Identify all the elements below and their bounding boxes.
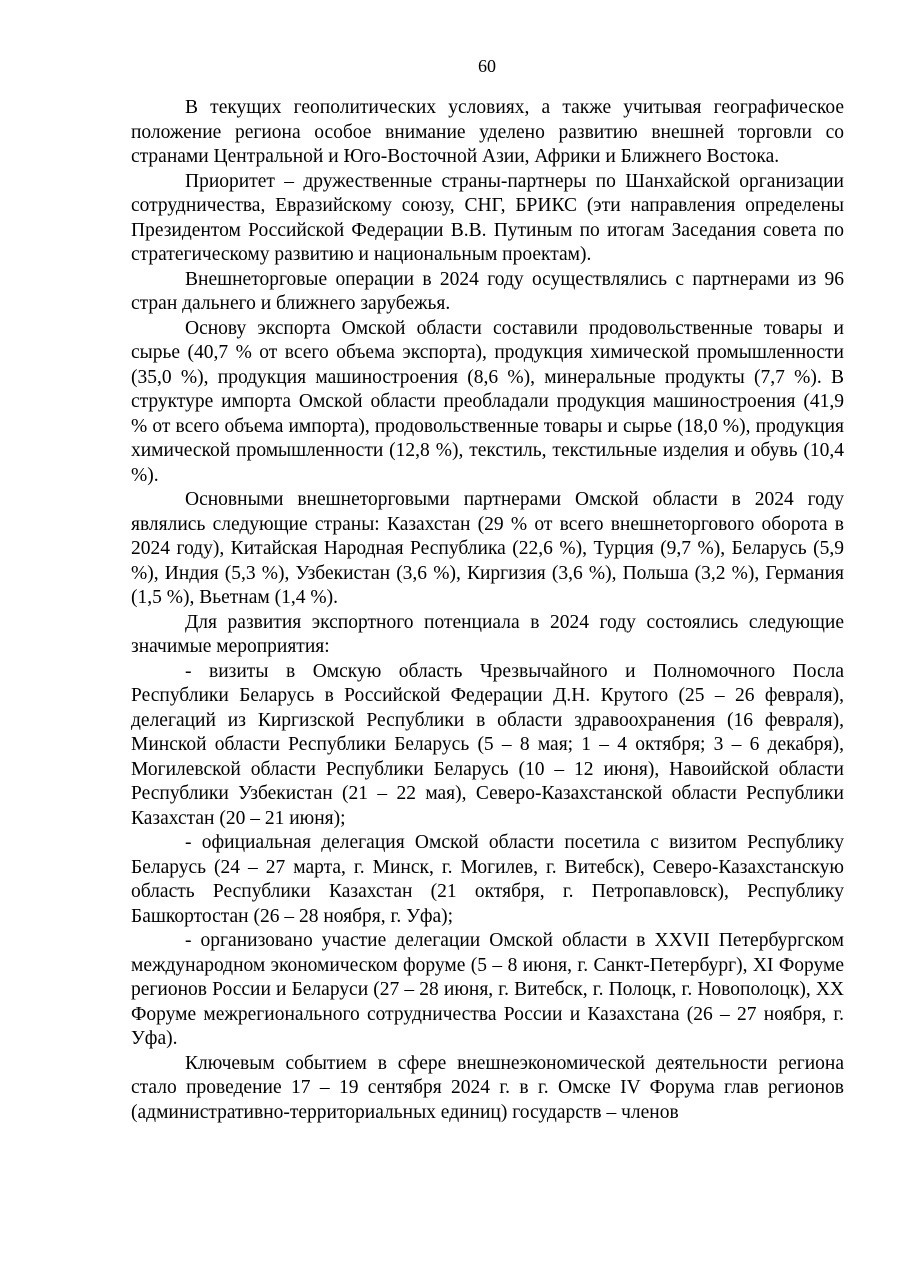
paragraph-main-trade-partners: Основными внешнеторговыми партнерами Омской области в 2024 году являлись следующие страны: Казахстан (29 % от всего внешнеторгового оборота в 2024 году), Китайская Народная Республика (22,6 %), Турция (9,7 %), Беларусь (5,9 %), Индия (5,3 %), Узбекистан (3,6 %), Киргизия (3,6 %), Польша (3,2 %), Германия (1,5 %), Вьетнам (1,4 %). (131, 489, 844, 608)
paragraph-geopolitics: В текущих геополитических условиях, а также учитывая географическое положение региона особое внимание уделено развитию внешней торговли со странами Центральной и Юго-Восточной Азии, Африки и Ближнего Востока. (131, 97, 844, 167)
paragraph-key-event-forum: Ключевым событием в сфере внешнеэкономической деятельности региона стало проведение 17 – 19 сентября 2024 г. в г. Омске IV Форума глав регионов (административно-территориальных единиц) государств – членов (131, 1052, 844, 1123)
paragraph-export-import-structure: Основу экспорта Омской области составили продовольственные товары и сырье (40,7 % от всего объема экспорта), продукция химической промышленности (35,0 %), продукция машиностроения (8,6 %), минеральные продукты (7,7 %). В структуре импорта Омской области преобладали продукция машиностроения (41,9 % от всего объема импорта), продовольственные товары и сырье (18,0 %), продукция химической промышленности (12,8 %), текстиль, текстильные изделия и обувь (10,4 %). (131, 317, 844, 486)
paragraph-export-events-intro: Для развития экспортного потенциала в 2024 году состоялись следующие значимые мероприятия: (131, 611, 844, 657)
list-item-forum-participation: - организовано участие делегации Омской области в XXVII Петербургском международном экономическом форуме (5 – 8 июня, г. Санкт-Петербург), XI Форуме регионов России и Беларуси (27 – 28 июня, г. Витебск, г. Полоцк, г. Новополоцк), XX Форуме межрегионального сотрудничества России и Казахстана (26 – 27 ноября, г. Уфа). (131, 930, 844, 1049)
paragraph-foreign-trade-operations: Внешнеторговые операции в 2024 году осуществлялись с партнерами из 96 стран дальнего и ближнего зарубежья. (131, 268, 844, 314)
paragraph-priority-partners: Приоритет – дружественные страны-партнеры по Шанхайской организации сотрудничества, Евразийскому союзу, СНГ, БРИКС (эти направления определены Президентом Российской Федерации В.В. Путиным по итогам Заседания совета по стратегическому развитию и национальным проектам). (131, 170, 844, 265)
document-body (131, 96, 844, 1125)
page-number: 60 (478, 56, 496, 76)
list-item-visits-to-omsk: - визиты в Омскую область Чрезвычайного и Полномочного Посла Республики Беларусь в Российской Федерации Д.Н. Крутого (25 – 26 февраля), делегаций из Киргизской Республики в области здравоохранения (16 февраля), Минской области Республики Беларусь (5 – 8 мая; 1 – 4 октября; 3 – 6 декабря), Могилевской области Республики Беларусь (10 – 12 июня), Навоийской области Республики Узбекистан (21 – 22 мая), Северо-Казахстанской области Республики Казахстан (20 – 21 июня); (131, 660, 844, 829)
list-item-official-delegation: - официальная делегация Омской области посетила с визитом Республику Беларусь (24 – 27 марта, г. Минск, г. Могилев, г. Витебск), Северо-Казахстанскую область Республики Казахстан (21 октября, г. Петропавловск), Республику Башкортостан (26 – 28 ноября, г. Уфа); (131, 832, 844, 927)
